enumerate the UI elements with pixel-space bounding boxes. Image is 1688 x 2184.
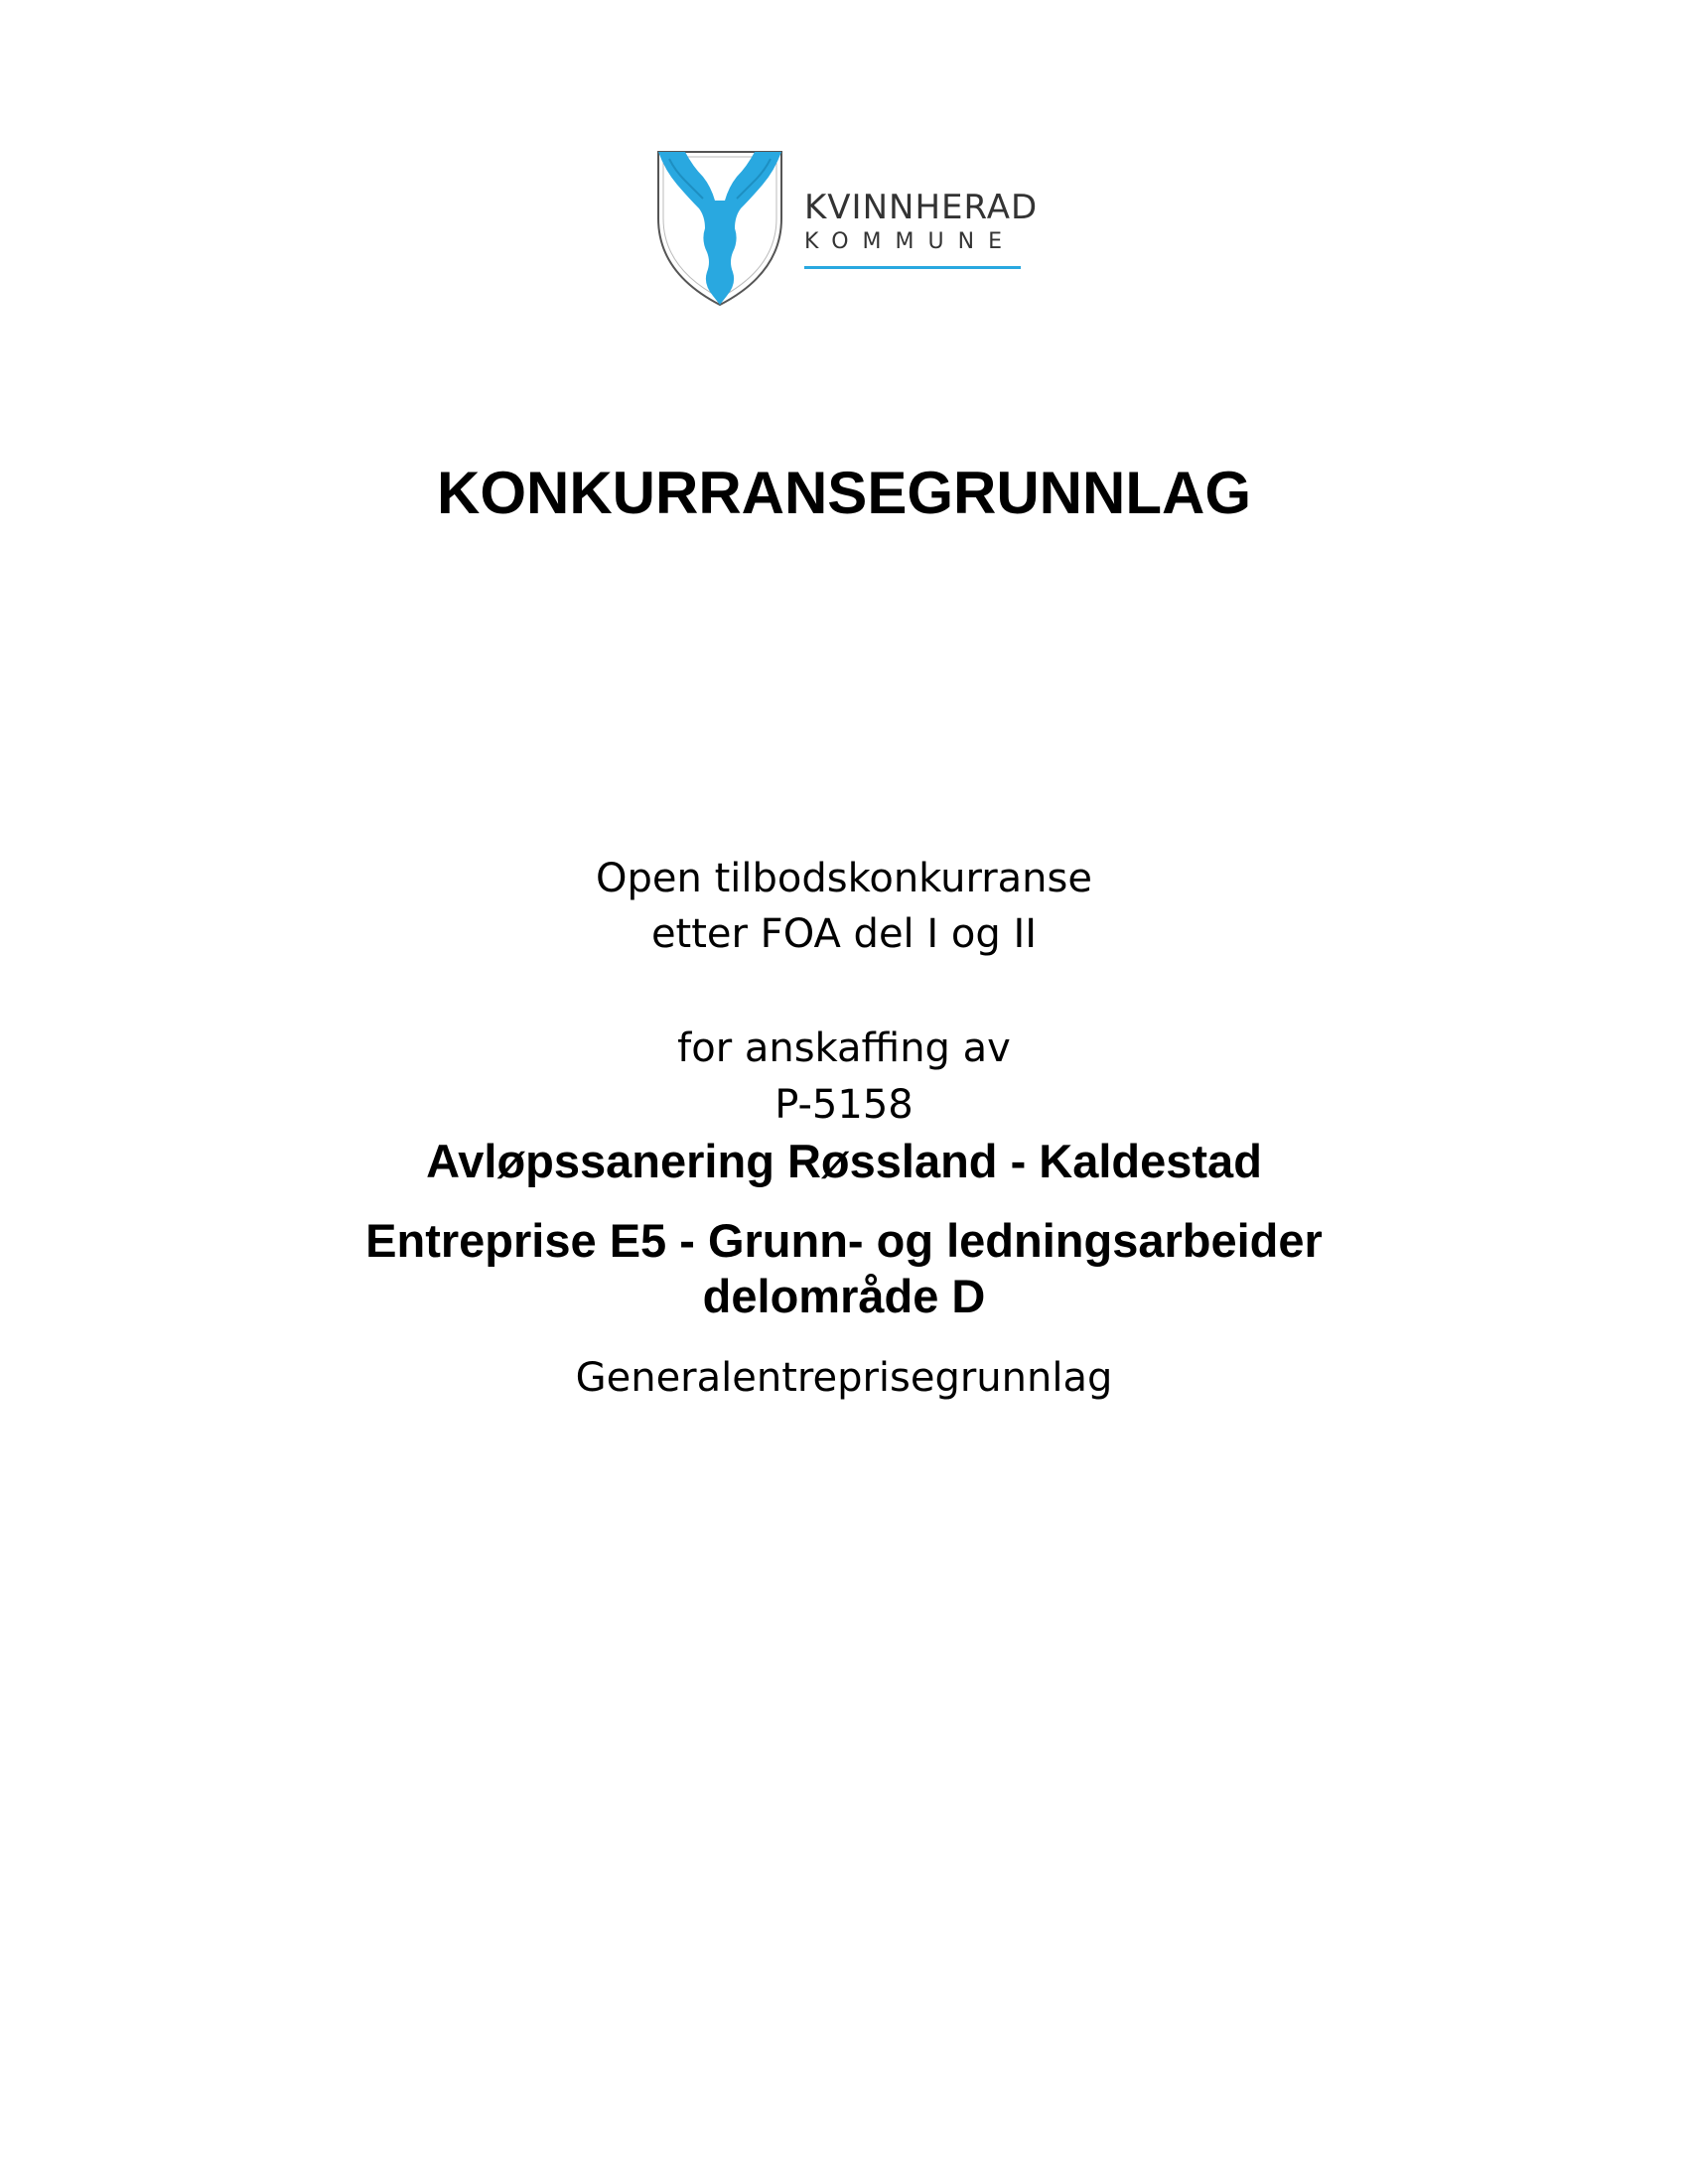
coat-of-arms-icon [655, 149, 784, 308]
procedure-line-2: etter FOA del I og II [650, 911, 1038, 957]
contract-line-2: delområde D [702, 1270, 986, 1322]
contract-line-1: Entreprise E5 - Grunn- og ledningsarbeider [365, 1214, 1323, 1267]
project-name: Avløpssanering Røssland - Kaldestad [426, 1135, 1262, 1187]
procedure-line-1: Open tilbodskonkurranse [596, 856, 1092, 901]
logo-name: KVINNHERAD [804, 188, 1039, 227]
contract-type: Generalentreprisegrunnlag [575, 1355, 1113, 1401]
logo-subtitle: KOMMUNE [804, 229, 1016, 254]
procurement-block [0, 1021, 1688, 1406]
project-number: P-5158 [774, 1082, 914, 1128]
logo-underline [804, 266, 1021, 269]
procedure-block [0, 851, 1688, 962]
procurement-intro: for anskaffing av [677, 1025, 1011, 1071]
logo-wordmark [804, 188, 1039, 269]
document-title: KONKURRANSEGRUNNLAG [437, 460, 1251, 526]
municipality-logo [655, 149, 1039, 308]
